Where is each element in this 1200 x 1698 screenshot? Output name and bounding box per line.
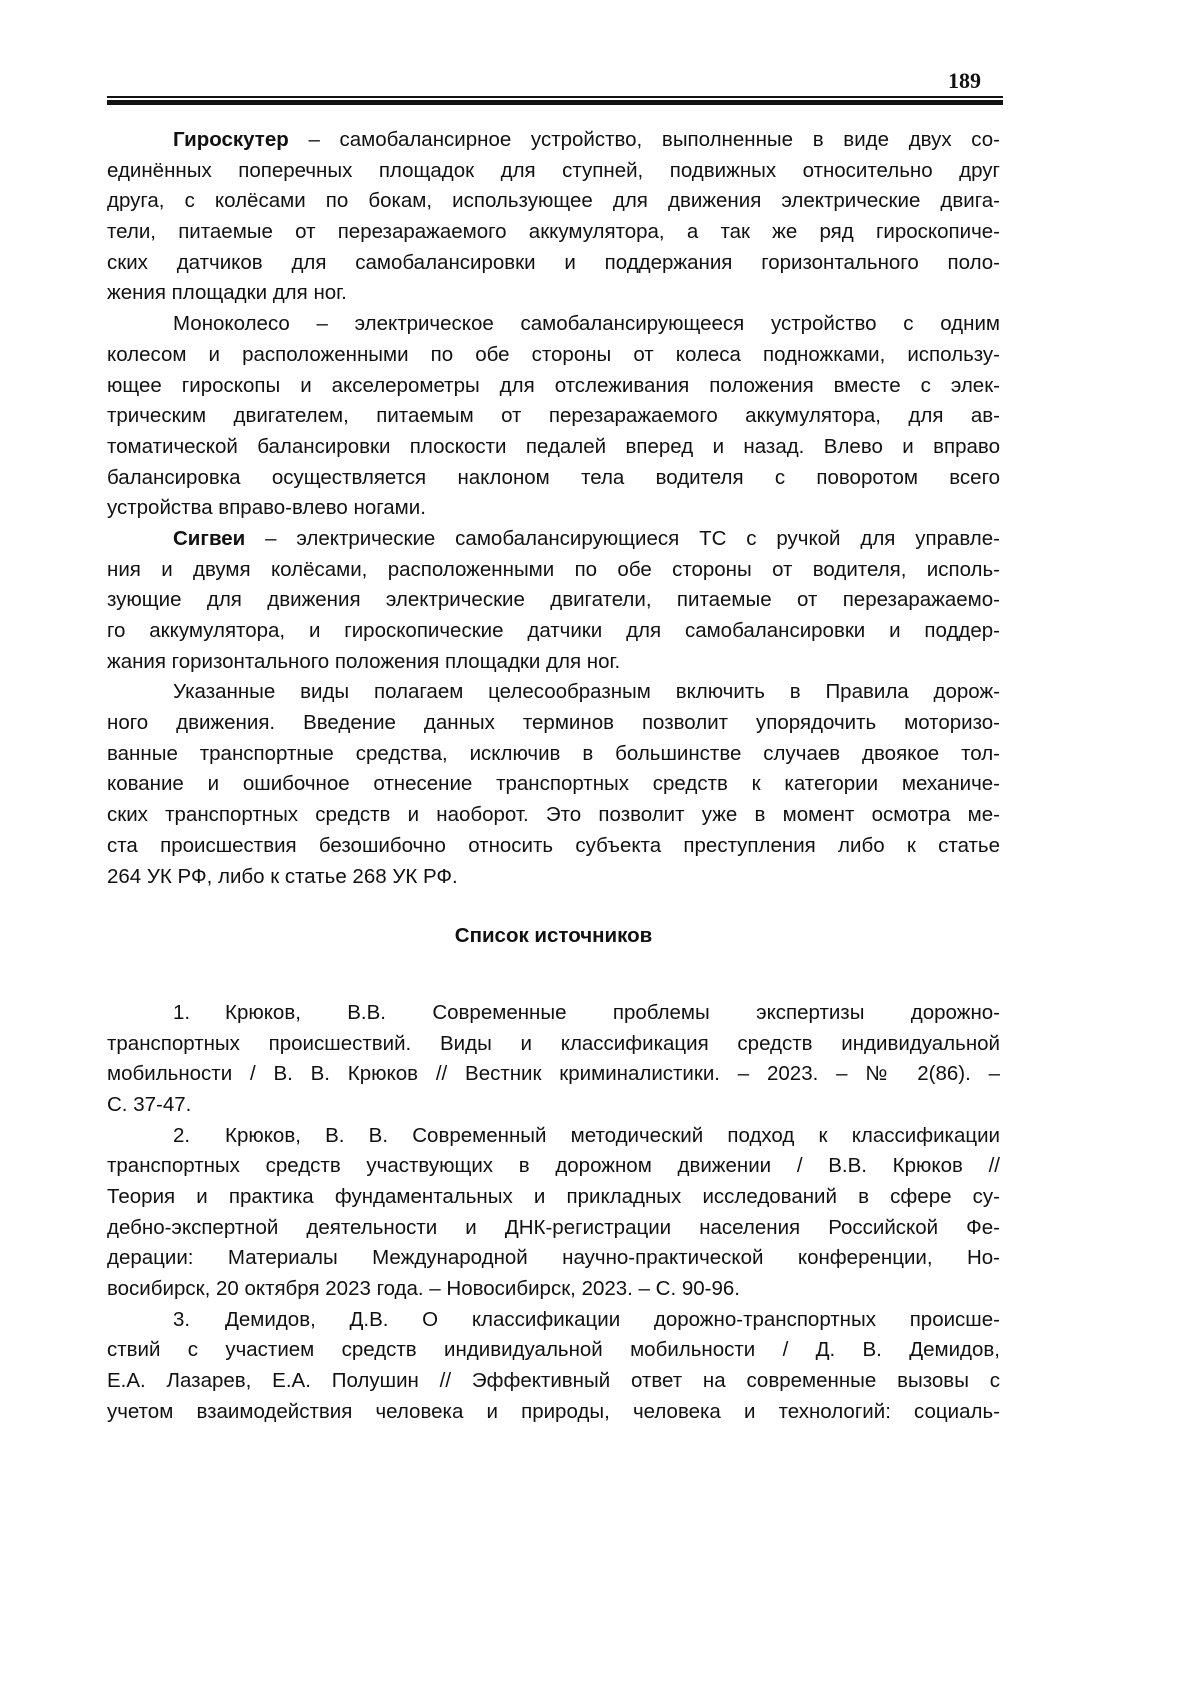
reference-item (107, 1121, 1000, 1305)
line-text: транспортных средств участвующих в дорожном движении / В.В. Крюков // (107, 1154, 1000, 1178)
reference-number: 3. (173, 1307, 191, 1331)
reference-number: 1. (173, 1000, 191, 1024)
line-text: ста происшествия безошибочно относить субъекта преступления либо к статье (107, 833, 1000, 857)
text-line (107, 1029, 1000, 1060)
line-text: жения площадки для ног. (107, 281, 347, 305)
text-line (107, 217, 1000, 248)
line-text: ствий с участием средств индивидуальной мобильности / Д. В. Демидов, (107, 1338, 1000, 1362)
text-line (107, 647, 1000, 678)
text-line (107, 432, 1000, 463)
text-line (107, 401, 1000, 432)
text-line (107, 800, 1000, 831)
page-number: 189 (948, 68, 981, 93)
page-body (107, 125, 1000, 1428)
line-text: тели, питаемые от перезаражаемого аккумулятора, а так же ряд гироскопиче- (107, 220, 1000, 244)
text-line (107, 278, 1000, 309)
line-text: Крюков, В.В. Современные проблемы экспертизы дорожно- (225, 1000, 1000, 1024)
text-line (107, 1090, 1000, 1121)
main-text (107, 125, 1000, 892)
line-text: учетом взаимодействия человека и природы, человека и технологий: социаль- (107, 1399, 1000, 1423)
paragraph (107, 309, 1000, 524)
text-line (107, 998, 1000, 1029)
references-list (107, 998, 1000, 1428)
line-text: Моноколесо – электрическое самобалансирующееся устройство с одним (173, 312, 1000, 336)
reference-number: 2. (173, 1123, 191, 1147)
line-text: – самобалансирное устройство, выполненные в виде двух со- (288, 128, 1000, 151)
paragraph (107, 125, 1000, 309)
text-line (107, 186, 1000, 217)
line-text: Е.А. Лазарев, Е.А. Полушин // Эффективный ответ на современные вызовы с (107, 1369, 1000, 1393)
line-text: ния и двумя колёсами, расположенными по обе стороны от водителя, исполь- (107, 557, 1000, 581)
reference-item (107, 1305, 1000, 1428)
line-text: ских транспортных средств и наоборот. Это позволит уже в момент осмотра ме- (107, 803, 1000, 827)
text-line (107, 739, 1000, 770)
line-text: колесом и расположенными по обе стороны от колеса подножками, использу- (107, 342, 1000, 366)
text-line (107, 831, 1000, 862)
line-text: ванные транспортные средства, исключив в большинстве случаев двоякое тол- (107, 741, 1000, 765)
line-text: 264 УК РФ, либо к статье 268 УК РФ. (107, 864, 458, 888)
text-line (107, 1397, 1000, 1428)
text-line (107, 156, 1000, 187)
text-line (107, 463, 1000, 494)
line-text: устройства вправо-влево ногами. (107, 496, 426, 520)
text-line (107, 1274, 1000, 1305)
text-line (107, 371, 1000, 402)
reference-item (107, 998, 1000, 1121)
text-line (107, 493, 1000, 524)
text-line (107, 1151, 1000, 1182)
line-text: томатической балансировки плоскости педалей вперед и назад. Влево и вправо (107, 434, 1000, 458)
line-text: Теория и практика фундаментальных и прикладных исследований в сфере су- (107, 1185, 1000, 1208)
line-text: транспортных происшествий. Виды и классификация средств индивидуальной (107, 1031, 1000, 1055)
line-text: дебно-экспертной деятельности и ДНК-регистрации населения Российской Фе- (107, 1215, 1000, 1239)
line-text: балансировка осуществляется наклоном тела водителя с поворотом всего (107, 465, 1000, 489)
line-text: зующие для движения электрические двигатели, питаемые от перезаражаемо- (107, 588, 1000, 612)
text-line (107, 1335, 1000, 1366)
text-line (107, 309, 1000, 340)
text-line (107, 248, 1000, 279)
text-line (107, 616, 1000, 647)
text-line (107, 1213, 1000, 1244)
line-text: С. 37-47. (107, 1092, 192, 1116)
line-text: мобильности / В. В. Крюков // Вестник криминалистики. – 2023. – № 2(86). – (107, 1062, 1000, 1086)
text-line (107, 585, 1000, 616)
line-text: Указанные виды полагаем целесообразным включить в Правила дорож- (173, 680, 1000, 704)
text-line (107, 708, 1000, 739)
header-rule-thick (107, 100, 1003, 105)
line-text: ного движения. Введение данных терминов позволит упорядочить моторизо- (107, 711, 1000, 735)
line-text: жания горизонтального положения площадки для ног. (107, 649, 621, 673)
line-text: ских датчиков для самобалансировки и поддержания горизонтального поло- (107, 250, 1000, 274)
text-line (107, 340, 1000, 371)
line-text: восибирск, 20 октября 2023 года. – Новосибирск, 2023. – С. 90-96. (107, 1277, 740, 1301)
text-line (107, 1121, 1000, 1152)
line-text: – электрические самобалансирующиеся ТС с ручкой для управле- (245, 526, 1000, 550)
line-text: кование и ошибочное отнесение транспортных средств к категории механиче- (107, 772, 1000, 796)
term-bold: Гироскутер (173, 128, 289, 151)
line-text: дерации: Материалы Международной научно-практической конференции, Но- (107, 1246, 1000, 1270)
text-line (107, 862, 1000, 893)
text-line (107, 677, 1000, 708)
term-bold: Сигвеи (173, 526, 246, 550)
text-line (107, 1243, 1000, 1274)
line-text: ющее гироскопы и акселерометры для отслеживания положения вместе с элек- (107, 373, 1000, 397)
line-text: друга, с колёсами по бокам, использующее для движения электрические двига- (107, 189, 1000, 213)
text-line (107, 1182, 1000, 1213)
text-line (107, 524, 1000, 555)
text-line (107, 1059, 1000, 1090)
text-line (107, 125, 1000, 156)
line-text: единённых поперечных площадок для ступней, подвижных относительно друг (107, 158, 1000, 182)
line-text: трическим двигателем, питаемым от перезаражаемого аккумулятора, для ав- (107, 404, 1000, 428)
text-line (107, 769, 1000, 800)
header-rule-thin (107, 96, 1003, 98)
paragraph (107, 677, 1000, 892)
line-text: Крюков, В. В. Современный методический подход к классификации (225, 1123, 1000, 1147)
references-heading: Список источников (454, 924, 653, 948)
text-line (107, 1305, 1000, 1336)
text-line (107, 1366, 1000, 1397)
paragraph (107, 524, 1000, 677)
text-line (107, 555, 1000, 586)
line-text: го аккумулятора, и гироскопические датчики для самобалансировки и поддер- (107, 619, 1000, 642)
line-text: Демидов, Д.В. О классификации дорожно-транспортных происше- (225, 1307, 1000, 1331)
